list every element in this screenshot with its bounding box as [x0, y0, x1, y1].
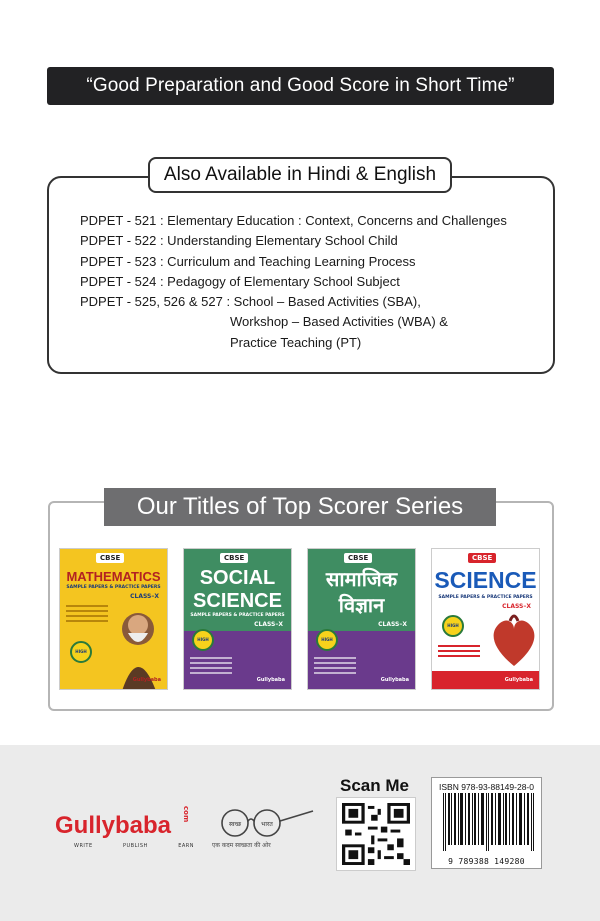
book-title-line-2: विज्ञान — [338, 593, 385, 617]
qr-code[interactable] — [336, 797, 416, 871]
high-marks-badge: HIGH — [192, 629, 214, 651]
book-class: CLASS–X — [502, 603, 531, 610]
high-marks-badge: HIGH — [316, 629, 338, 651]
list-item-continuation: Practice Teaching (PT) — [230, 334, 362, 350]
book-title-line-2: SCIENCE — [193, 590, 282, 612]
tagline-word: EARN — [178, 843, 194, 849]
isbn-barcode-box — [431, 777, 542, 869]
list-item-continuation: Workshop – Based Activities (WBA) & — [230, 314, 448, 330]
heart-illustration — [488, 611, 540, 671]
book-subtitle: SAMPLE PAPERS & PRACTICE PAPERS — [438, 595, 533, 600]
publisher-brand: Gullybaba — [256, 677, 285, 683]
book-title: MATHEMATICS — [66, 569, 161, 584]
cbse-badge: CBSE — [344, 553, 372, 563]
book-cover-science[interactable] — [431, 548, 540, 690]
feature-lines — [66, 605, 108, 625]
series-title: Our Titles of Top Scorer Series — [104, 488, 496, 526]
bharat-word: भारत — [261, 821, 273, 828]
barcode-number: 9 789388 149280 — [448, 857, 525, 866]
list-item: PDPET - 521 : Elementary Education : Context, Concerns and Challenges — [80, 213, 507, 228]
publisher-brand: Gullybaba — [132, 677, 161, 683]
availability-title: Also Available in Hindi & English — [148, 157, 452, 193]
book-class: CLASS–X — [378, 621, 407, 628]
scan-me-label: Scan Me — [340, 776, 409, 795]
book-title: SOCIAL — [199, 567, 276, 589]
list-item: PDPET - 523 : Curriculum and Teaching Learning Process — [80, 253, 416, 269]
tagline-word: WRITE — [74, 843, 93, 849]
swachh-bharat-logo — [205, 803, 325, 839]
book-class: CLASS–X — [130, 593, 159, 600]
cbse-badge: CBSE — [220, 553, 248, 563]
gullybaba-tagline — [74, 843, 194, 849]
book-title: SCIENCE — [434, 567, 537, 593]
feature-lines — [314, 657, 356, 677]
high-marks-badge: HIGH — [70, 641, 92, 663]
book-title: सामाजिक — [325, 567, 398, 591]
gullybaba-logo-suffix: com — [182, 806, 190, 823]
feature-lines — [190, 657, 232, 677]
high-marks-badge: HIGH — [442, 615, 464, 637]
barcode — [441, 793, 537, 857]
list-item: PDPET - 522 : Understanding Elementary School Child — [80, 233, 398, 249]
isbn-number: ISBN 978-93-88149-28-0 — [439, 782, 534, 792]
availability-list — [80, 211, 507, 353]
cbse-badge: CBSE — [468, 553, 496, 563]
book-subtitle: SAMPLE PAPERS & PRACTICE PAPERS — [66, 585, 161, 590]
cbse-badge: CBSE — [96, 553, 124, 563]
publisher-brand: Gullybaba — [380, 677, 409, 683]
book-cover-social-science[interactable] — [183, 548, 292, 690]
list-item: PDPET - 524 : Pedagogy of Elementary School Subject — [80, 273, 400, 289]
tagline-word: PUBLISH — [123, 843, 148, 849]
gullybaba-logo: Gullybaba — [55, 812, 172, 839]
list-item: PDPET - 525, 526 & 527 : School – Based Activities (SBA), — [80, 294, 421, 310]
feature-lines — [438, 645, 480, 660]
publisher-brand: Gullybaba — [504, 677, 533, 683]
swachh-caption: एक कदम स्वच्छता की ओर — [212, 842, 271, 849]
book-class: CLASS–X — [254, 621, 283, 628]
book-subtitle: SAMPLE PAPERS & PRACTICE PAPERS — [190, 613, 285, 618]
book-cover-samajik-vigyan[interactable] — [307, 548, 416, 690]
tagline-banner: “Good Preparation and Good Score in Short Time” — [47, 67, 554, 105]
book-cover-mathematics[interactable] — [59, 548, 168, 690]
swachh-word: स्वच्छ — [228, 821, 242, 828]
qr-pattern — [342, 803, 410, 865]
